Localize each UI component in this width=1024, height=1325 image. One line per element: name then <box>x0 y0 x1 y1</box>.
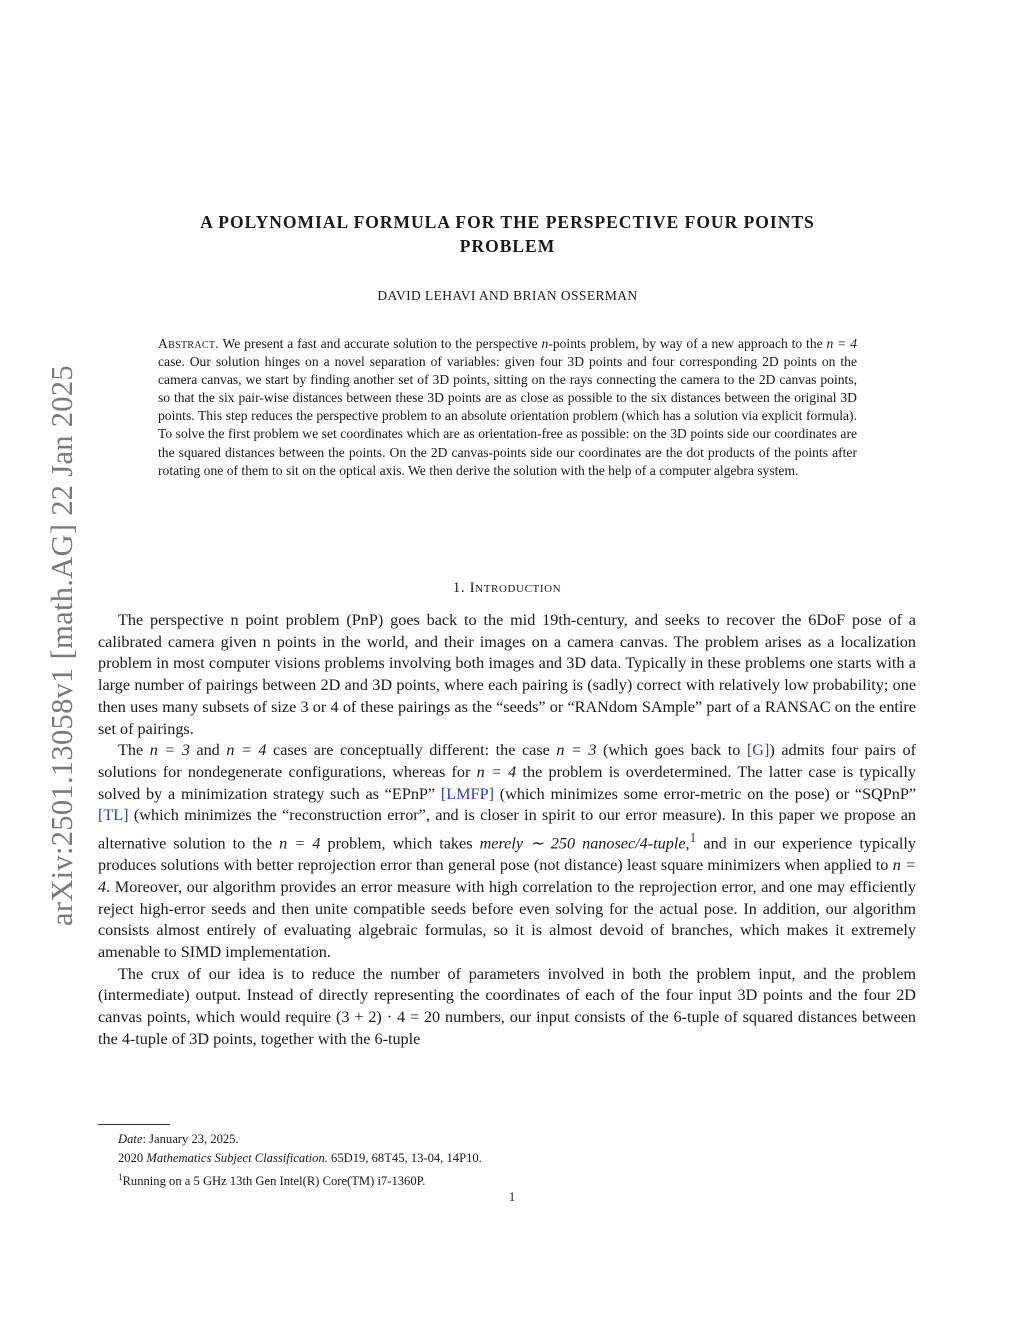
emphasized-speed: merely ∼ 250 nanosec/4-tuple <box>479 834 686 853</box>
math-n-eq-4: n = 4 <box>476 762 517 781</box>
footnote-link-1[interactable]: 1 <box>689 830 697 846</box>
msc-year: 2020 <box>118 1151 147 1165</box>
para3-text: numbers, our input consists of the 6-tuple of squared distances between the 4-tuple of 3D points, together with the 6-tuple <box>98 1008 916 1048</box>
citation-link-g[interactable]: [G] <box>746 741 770 760</box>
author-line: DAVID LEHAVI AND BRIAN OSSERMAN <box>377 288 638 303</box>
arxiv-identifier-stamp <box>44 340 80 950</box>
para3-text: The crux of our idea is to reduce the number of parameters involved in both the problem input, and the problem (intermediate) output. Instead of directly representing the coordinates of each of the four input 3D points and the four 2D canvas points, which would require <box>98 964 916 1027</box>
abstract-text-a: We present a fast and accurate solution to the perspective <box>218 336 542 351</box>
para2-text: and <box>189 741 227 760</box>
title-line-2: PROBLEM <box>459 236 556 256</box>
title-line-1: A POLYNOMIAL FORMULA FOR THE PERSPECTIVE FOUR POINTS <box>200 212 815 232</box>
section-title: Introduction <box>469 580 562 596</box>
para2-text: The <box>118 741 150 760</box>
date-label: Date <box>118 1132 143 1146</box>
section-heading <box>98 580 916 597</box>
math-n-eq-3: n = 3 <box>149 741 190 760</box>
footnote-divider <box>98 1124 170 1125</box>
footnote-msc <box>118 1149 908 1168</box>
para2-text: problem, which takes <box>320 834 480 853</box>
arxiv-stamp-text: arXiv:2501.13058v1 [math.AG] 22 Jan 2025 <box>44 364 79 926</box>
abstract-text-c: case. Our solution hinges on a novel separation of variables: given four 3D points and four corresponding 2D points on the camera canvas, we start by finding another set of 3D points, sitting on the rays connecting the camera to the 2D canvas points, so that the six pair-wise distances between these 3D points are as close as possible to the six distances between the original 3D points. This step reduces the perspective problem to an absolute orientation problem (which has a solution via explicit formula). To solve the first problem we set coordinates which are as orientation-free as possible: on the 3D points side our coordinates are the squared distances between the points. On the 2D canvas-points side our coordinates are the dot products of the points after rotating one of them to sit on the optical axis. We then derive the solution with the help of a computer algebra system. <box>158 354 857 478</box>
math-n-eq-3: n = 3 <box>556 741 597 760</box>
abstract-text-b: -points problem, by way of a new approach to the <box>548 336 827 351</box>
para2-text: ) admits four pairs of solutions for nondegenerate configurations, whereas for <box>98 741 916 781</box>
paragraph-2 <box>98 740 916 963</box>
abstract-math-n-eq-4: n = 4 <box>826 336 857 351</box>
paragraph-1: The perspective n point problem (PnP) goes back to the mid 19th-century, and seeks to recover the 6DoF pose of a calibrated camera given n points in the world, and their images on a camera canvas. The problem arises as a localization problem in most computer visions problems involving both images and 3D data. Typically in these problems one starts with a large number of pairings between 2D and 3D points, where each pairing is (sadly) correct with relatively low probability; one then uses many subsets of size 3 or 4 of these pairings as the “seeds” or “RANdom SAmple” part of a RANSAC on the entire set of pairings. <box>98 611 916 738</box>
abstract-label: Abstract. <box>158 336 219 351</box>
citation-link-tl[interactable]: [TL] <box>98 806 129 825</box>
abstract-math-n: n <box>541 336 549 351</box>
math-n-eq-4: n = 4 <box>226 741 267 760</box>
citation-link-lmfp[interactable]: [LMFP] <box>440 784 494 803</box>
para2-text: . Moreover, our algorithm provides an error measure with high correlation to the reprojection error, and one may efficiently reject high-error seeds and then unite compatible seeds before even solving for the actual pose. In addition, our algorithm consists almost entirely of evaluating algebraic formulas, so it is almost devoid of branches, which makes it extremely amenable to SIMD implementation. <box>98 877 916 961</box>
math-n-eq-4: n = 4 <box>279 834 321 853</box>
section-number: 1. <box>452 580 466 596</box>
footnotes-block <box>118 1130 908 1191</box>
abstract-block <box>158 335 857 480</box>
page-number: 1 <box>508 1190 516 1204</box>
para2-text: (which minimizes some error-metric on the pose) or “SQPnP” <box>493 784 917 803</box>
para2-text: cases are conceptually different: the case <box>266 741 557 760</box>
footnote-date <box>118 1130 908 1149</box>
body-text <box>98 610 916 1050</box>
math-n-eq-4: n = 4 <box>98 856 916 896</box>
paragraph-3 <box>98 964 916 1051</box>
math-formula: (3 + 2) · 4 = 20 <box>335 1008 441 1027</box>
para2-text: (which minimizes the “reconstruction error”, and is closer in spirit to our error measure). In this paper we propose an alternative solution to the <box>98 806 916 853</box>
msc-value: 65D19, 68T45, 13-04, 14P10. <box>327 1151 482 1165</box>
para2-text: , <box>685 834 690 853</box>
msc-label: Mathematics Subject Classification. <box>146 1151 328 1165</box>
para2-text: the problem is overdetermined. The latter case is typically solved by a minimization strategy such as “EPnP” <box>98 762 916 803</box>
para2-text: (which goes back to <box>596 741 747 760</box>
footnote-1-text: Running on a 5 GHz 13th Gen Intel(R) Core(TM) i7-1360P. <box>122 1174 426 1189</box>
date-value: : January 23, 2025. <box>142 1132 239 1146</box>
paper-title <box>140 210 875 258</box>
footnote-1 <box>118 1168 908 1191</box>
footnote-1-mark: 1 <box>118 1172 123 1182</box>
para2-text: and in our experience typically produces solutions with better reprojection error than general pose (not distance) least square minimizers when applied to <box>98 834 916 875</box>
